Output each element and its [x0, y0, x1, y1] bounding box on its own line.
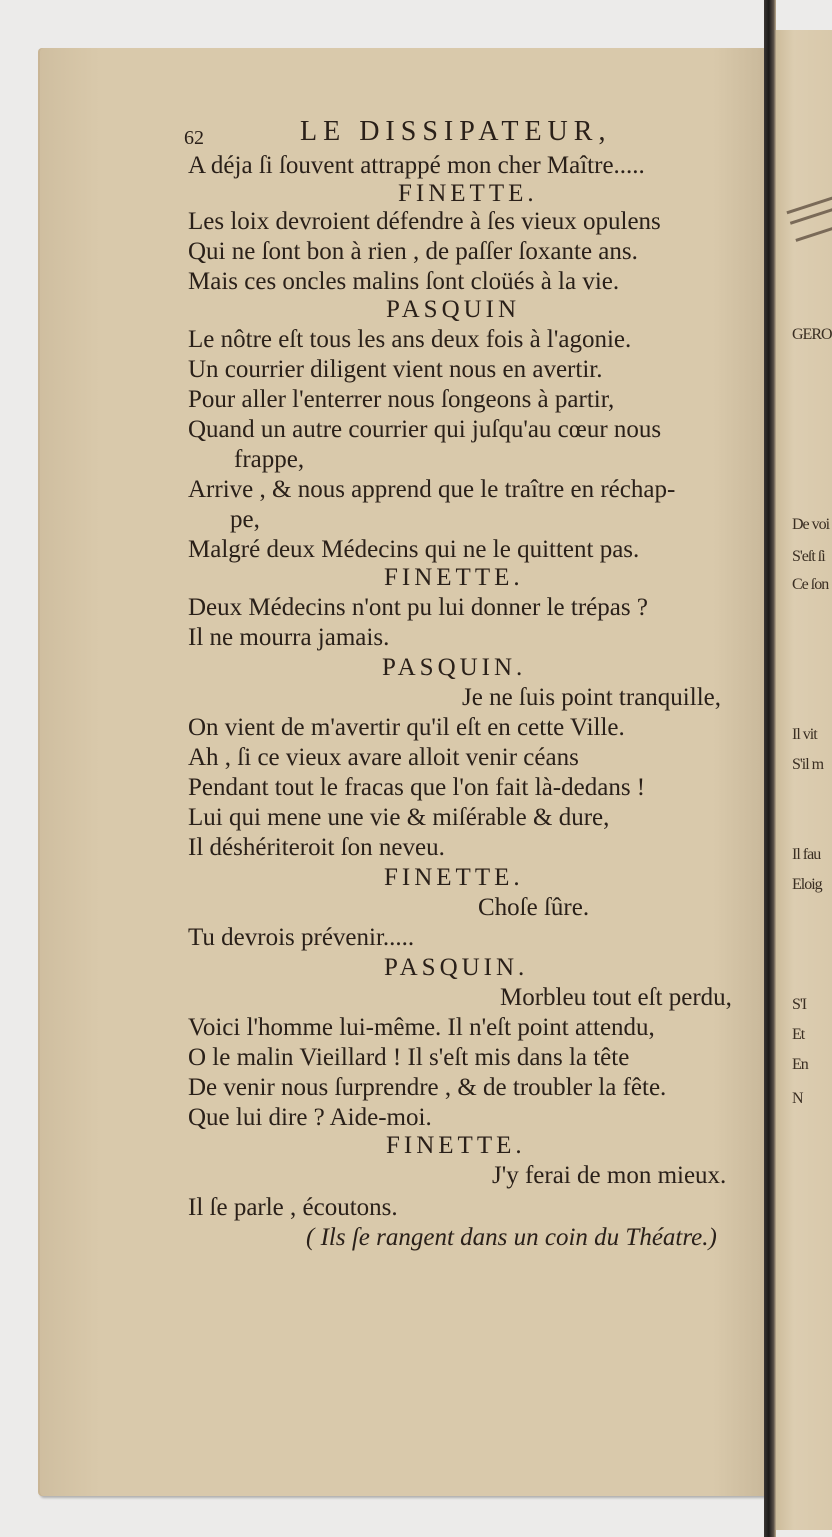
stage-direction: ( Ils ſe rangent dans un coin du Théatre.) — [306, 1224, 717, 1251]
book-gutter — [764, 0, 776, 1537]
speaker-name: FINETTE. — [398, 180, 538, 207]
verse-line: Le nôtre eſt tous les ans deux fois à l'agonie. — [188, 326, 632, 353]
speaker-name: FINETTE. — [384, 564, 524, 591]
verse-line: Il ne mourra jamais. — [188, 624, 390, 651]
verse-continuation: pe, — [230, 506, 260, 533]
speaker-name: PASQUIN. — [384, 954, 529, 981]
facing-fragment: S'eſt ſi — [792, 548, 825, 565]
speaker-name: PASQUIN. — [382, 654, 527, 681]
page-number: 62 — [184, 127, 204, 149]
verse-line-second-half: Choſe ſûre. — [478, 894, 590, 921]
verse-line: Quand un autre courrier qui juſqu'au cœur nous — [188, 416, 662, 443]
facing-fragment: Il vit — [792, 726, 817, 743]
speaker-name: FINETTE. — [386, 1132, 526, 1159]
running-title: LE DISSIPATEUR, — [300, 116, 612, 147]
verse-line: Un courrier diligent vient nous en avertir. — [188, 356, 603, 383]
speaker-name: PASQUIN — [386, 296, 521, 323]
verse-line: On vient de m'avertir qu'il eſt en cette Ville. — [188, 714, 625, 741]
facing-fragment: GERO — [792, 326, 832, 343]
verse-line: Pendant tout le fracas que l'on fait là-dedans ! — [188, 774, 646, 801]
facing-fragment: Et — [792, 1026, 805, 1043]
verse-line: Qui ne ſont bon à rien , de paſſer ſoxante ans. — [188, 238, 638, 265]
verse-line: De venir nous ſurprendre , & de troubler la fête. — [188, 1074, 667, 1101]
facing-fragment: En — [792, 1056, 808, 1073]
verse-continuation: frappe, — [234, 446, 305, 473]
verse-line: Les loix devroient défendre à ſes vieux opulens — [188, 208, 661, 235]
speaker-name: FINETTE. — [384, 864, 524, 891]
facing-fragment: N — [792, 1090, 803, 1107]
verse-line: Il ſe parle , écoutons. — [188, 1194, 398, 1221]
verse-line: Deux Médecins n'ont pu lui donner le trépas ? — [188, 594, 648, 621]
verse-line: Il déshériteroit ſon neveu. — [188, 834, 445, 861]
facing-fragment: Ce ſon — [792, 576, 829, 593]
verse-line: A déja ſi ſouvent attrappé mon cher Maître..... — [188, 152, 645, 179]
verse-line: Ah , ſi ce vieux avare alloit venir céans — [188, 744, 579, 771]
verse-line-second-half: Je ne ſuis point tranquille, — [462, 684, 721, 711]
verse-line: Malgré deux Médecins qui ne le quittent pas. — [188, 536, 640, 563]
facing-fragment: S'il m — [792, 756, 824, 773]
verse-line: Que lui dire ? Aide-moi. — [188, 1104, 432, 1131]
verse-line: O le malin Vieillard ! Il s'eſt mis dans la tête — [188, 1044, 630, 1071]
verse-line-second-half: Morbleu tout eſt perdu, — [500, 984, 732, 1011]
verse-line: Mais ces oncles malins ſont cloüés à la vie. — [188, 268, 620, 295]
facing-fragment: De voi — [792, 516, 830, 533]
facing-fragment: Il fau — [792, 846, 821, 863]
verse-line: Lui qui mene une vie & miſérable & dure, — [188, 804, 610, 831]
facing-page-ornament — [786, 194, 832, 242]
verse-line: Tu devrois prévenir..... — [188, 924, 415, 951]
facing-fragment: Eloig — [792, 876, 822, 893]
verse-line: Arrive , & nous apprend que le traître en réchap- — [188, 476, 676, 503]
facing-fragment: S'I — [792, 996, 807, 1013]
facing-page-edge — [776, 30, 832, 1530]
verse-line: Pour aller l'enterrer nous ſongeons à partir, — [188, 386, 615, 413]
verse-line-second-half: J'y ferai de mon mieux. — [492, 1162, 727, 1189]
verse-line: Voici l'homme lui-même. Il n'eſt point attendu, — [188, 1014, 655, 1041]
